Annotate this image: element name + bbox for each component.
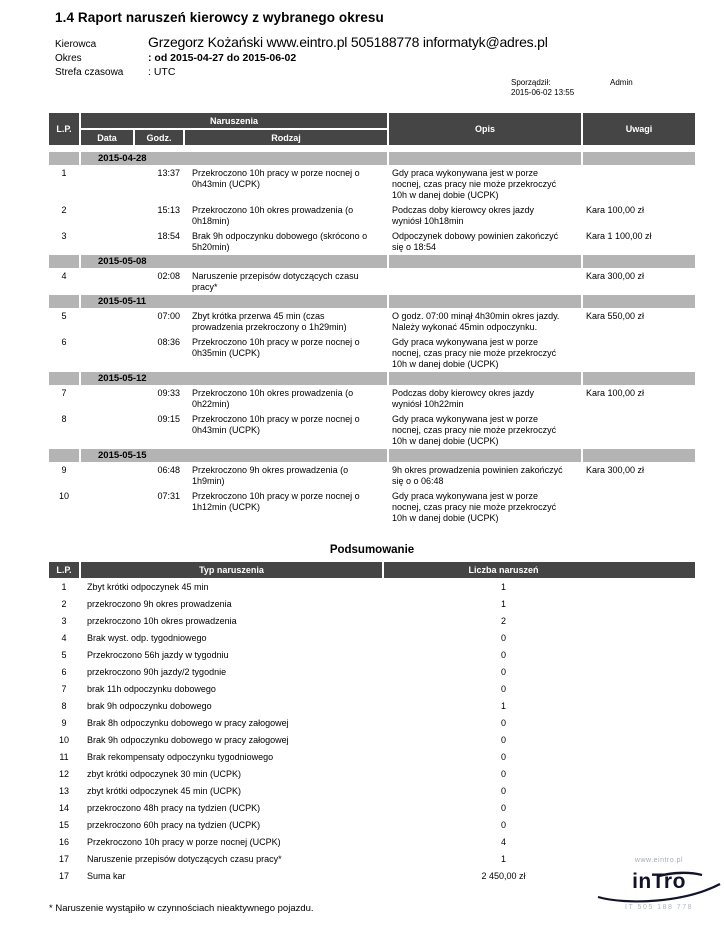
summary-lp: 8 (61, 700, 67, 711)
violation-date-cell (81, 229, 133, 254)
violation-description: Gdy praca wykonywana jest w porze nocnej, czas pracy nie może przekroczyć 10h w danej dobie (UCPK) (392, 337, 557, 369)
summary-row (49, 714, 695, 731)
summary-type: Brak 8h odpoczynku dobowego w pracy załogowej (87, 717, 289, 728)
violation-description: Gdy praca wykonywana jest w porze nocnej, czas pracy nie może przekroczyć 10h w danej dobie (UCPK) (392, 168, 557, 200)
group-remarks-cell (583, 372, 695, 385)
violation-date-cell (81, 166, 133, 202)
summary-row (49, 816, 695, 833)
group-description-cell (389, 295, 581, 308)
summary-row (49, 663, 695, 680)
summary-type: przekroczono 90h jazdy/2 tygodnie (87, 666, 227, 677)
violation-time: 13:37 (157, 168, 180, 178)
violation-date-group-row (49, 295, 695, 308)
violation-description: 9h okres prowadzenia powinien zakończyć się o o 06:48 (392, 465, 563, 486)
violation-row (49, 269, 695, 294)
group-lp-cell (49, 372, 79, 385)
violation-lp: 2 (61, 205, 67, 215)
summary-lp: 17 (58, 870, 69, 881)
timezone-label: Strefa czasowa (55, 67, 124, 78)
summary-lp: 12 (58, 768, 69, 779)
summary-type: Przekroczono 10h pracy w porze nocnej (UCPK) (87, 836, 281, 847)
group-description-cell (389, 152, 581, 165)
logo-name-wrap (596, 864, 722, 906)
summary-count: 1 (500, 598, 506, 609)
summary-count: 0 (500, 666, 506, 677)
group-description-cell (389, 372, 581, 385)
logo-url-text: www.eintro.pl (634, 857, 684, 864)
summary-lp: 4 (61, 632, 67, 643)
violation-remarks (583, 335, 695, 371)
summary-type: zbyt krótki odpoczynek 45 min (UCPK) (87, 785, 242, 796)
violations-table (49, 113, 695, 526)
col-header-naruszenia: Naruszenia (81, 113, 387, 128)
summary-count: 1 (500, 581, 506, 592)
group-lp-cell (49, 152, 79, 165)
group-remarks-cell (583, 255, 695, 268)
group-remarks-cell (583, 295, 695, 308)
summary-count: 0 (500, 819, 506, 830)
group-date: 2015-05-15 (81, 449, 387, 462)
summary-type: Brak 9h odpoczynku dobowego w pracy załogowej (87, 734, 289, 745)
footnote: * Naruszenie wystąpiło w czynnościach nieaktywnego pojazdu. (49, 903, 314, 914)
violation-row (49, 386, 695, 411)
summary-row (49, 595, 695, 612)
summary-type: przekroczono 60h pracy na tydzien (UCPK) (87, 819, 261, 830)
violation-type: Przekroczono 10h okres prowadzenia (o 0h22min) (192, 388, 354, 409)
col-header-rodzaj: Rodzaj (185, 130, 387, 145)
violation-lp: 5 (61, 311, 67, 321)
summary-lp: 6 (61, 666, 67, 677)
summary-col-header-type: Typ naruszenia (81, 562, 382, 578)
summary-count: 2 (500, 615, 506, 626)
summary-lp: 13 (58, 785, 69, 796)
summary-type: brak 9h odpoczynku dobowego (87, 700, 212, 711)
summary-type: przekroczono 9h okres prowadzenia (87, 598, 232, 609)
summary-row (49, 731, 695, 748)
violation-time: 08:36 (157, 337, 180, 347)
summary-section (49, 544, 695, 884)
summary-row (49, 765, 695, 782)
summary-type: Zbyt krótki odpoczynek 45 min (87, 581, 209, 592)
summary-lp: 3 (61, 615, 67, 626)
group-lp-cell (49, 295, 79, 308)
violation-lp: 7 (61, 388, 67, 398)
violation-date-cell (81, 309, 133, 334)
summary-title: Podsumowanie (329, 544, 415, 556)
timezone-line (55, 66, 695, 78)
summary-count: 0 (500, 751, 506, 762)
summary-row (49, 612, 695, 629)
col-header-godz: Godz. (135, 130, 183, 145)
violation-type: Zbyt krótka przerwa 45 min (czas prowadzenia przekroczony o 1h29min) (192, 311, 347, 332)
violation-row (49, 203, 695, 228)
violation-remarks: Kara 300,00 zł (586, 465, 645, 475)
violation-row (49, 489, 695, 525)
group-description-cell (389, 255, 581, 268)
violation-description: Odpoczynek dobowy powinien zakończyć się o 18:54 (392, 231, 559, 252)
summary-lp: 16 (58, 836, 69, 847)
summary-lp: 10 (58, 734, 69, 745)
summary-count: 0 (500, 649, 506, 660)
violation-date-cell (81, 269, 133, 294)
driver-label: Kierowca (55, 39, 97, 50)
summary-row (49, 782, 695, 799)
violation-lp: 8 (61, 414, 67, 424)
violation-lp: 9 (61, 465, 67, 475)
col-header-data: Data (81, 130, 133, 145)
violations-table-header (49, 113, 695, 145)
violation-type: Naruszenie przepisów dotyczących czasu pracy* (192, 271, 359, 292)
violation-date-group-row (49, 449, 695, 462)
violation-description: O godz. 07:00 minął 4h30min okres jazdy. Należy wykonać 45min odpoczynku. (392, 311, 560, 332)
group-date: 2015-05-11 (81, 295, 387, 308)
violation-time: 09:15 (157, 414, 180, 424)
col-header-opis: Opis (389, 113, 581, 145)
summary-row (49, 799, 695, 816)
violation-type: Przekroczono 9h okres prowadzenia (o 1h9min) (192, 465, 349, 486)
violation-date-group-row (49, 152, 695, 165)
summary-table-body (49, 578, 695, 884)
period-value: : od 2015-04-27 do 2015-06-02 (148, 52, 297, 64)
summary-count: 0 (500, 717, 506, 728)
violation-row (49, 309, 695, 334)
logo-phone-text: IT 505 188 778 (625, 904, 693, 911)
summary-row (49, 680, 695, 697)
group-description-cell (389, 449, 581, 462)
prepared-date: 2015-06-02 13:55 (511, 88, 575, 97)
violation-time: 02:08 (157, 271, 180, 281)
violation-description: Podczas doby kierowcy okres jazdy wyniósł 10h22min (392, 388, 535, 409)
violation-date-cell (81, 203, 133, 228)
violation-remarks: Kara 1 100,00 zł (586, 231, 652, 241)
summary-lp: 9 (61, 717, 67, 728)
violation-date-group-row (49, 255, 695, 268)
violation-time: 15:13 (157, 205, 180, 215)
group-remarks-cell (583, 449, 695, 462)
violation-description: Podczas doby kierowcy okres jazdy wyniósł 10h18min (392, 205, 535, 226)
violation-row (49, 412, 695, 448)
summary-row (49, 748, 695, 765)
violation-time: 07:00 (157, 311, 180, 321)
violation-lp: 4 (61, 271, 67, 281)
summary-count: 0 (500, 734, 506, 745)
violation-time: 06:48 (157, 465, 180, 475)
summary-type: przekroczono 48h pracy na tydzien (UCPK) (87, 802, 261, 813)
period-label: Okres (55, 53, 82, 64)
violation-lp: 1 (61, 168, 67, 178)
violation-type: Przekroczono 10h pracy w porze nocnej o 0h35min (UCPK) (192, 337, 360, 358)
violation-date-cell (81, 489, 133, 525)
summary-count: 0 (500, 683, 506, 694)
summary-table-header (49, 562, 695, 578)
violation-row (49, 229, 695, 254)
violation-type: Przekroczono 10h pracy w porze nocnej o 0h43min (UCPK) (192, 414, 360, 435)
violation-type: Przekroczono 10h pracy w porze nocnej o 1h12min (UCPK) (192, 491, 360, 512)
summary-count: 2 450,00 zł (481, 870, 526, 881)
summary-lp: 15 (58, 819, 69, 830)
summary-type: brak 11h odpoczynku dobowego (87, 683, 216, 694)
summary-lp: 17 (58, 853, 69, 864)
violation-remarks: Kara 100,00 zł (586, 205, 645, 215)
violation-date-cell (81, 412, 133, 448)
violation-remarks (583, 489, 695, 525)
violation-remarks: Kara 300,00 zł (586, 271, 645, 281)
group-lp-cell (49, 449, 79, 462)
summary-type: przekroczono 10h okres prowadzenia (87, 615, 237, 626)
logo-name-text: inTro (632, 870, 686, 893)
page-title: 1.4 Raport naruszeń kierowcy z wybranego okresu (55, 10, 384, 25)
violation-time: 09:33 (157, 388, 180, 398)
summary-type: Suma kar (87, 870, 126, 881)
report-header (49, 8, 695, 80)
violation-date-cell (81, 335, 133, 371)
violation-description: Gdy praca wykonywana jest w porze nocnej, czas pracy nie może przekroczyć 10h w danej dobie (UCPK) (392, 491, 557, 523)
violation-row (49, 463, 695, 488)
group-date: 2015-05-12 (81, 372, 387, 385)
violation-description: Gdy praca wykonywana jest w porze nocnej, czas pracy nie może przekroczyć 10h w danej dobie (UCPK) (392, 414, 557, 446)
violation-remarks: Kara 100,00 zł (586, 388, 645, 398)
summary-lp: 11 (59, 751, 69, 762)
summary-count: 1 (500, 700, 506, 711)
prepared-by: Admin (610, 78, 633, 87)
group-date: 2015-05-08 (81, 255, 387, 268)
summary-type: Przekroczono 56h jazdy w tygodniu (87, 649, 229, 660)
summary-count: 0 (500, 802, 506, 813)
violation-row (49, 335, 695, 371)
violation-type: Przekroczono 10h pracy w porze nocnej o 0h43min (UCPK) (192, 168, 360, 189)
violation-lp: 6 (61, 337, 67, 347)
period-line (55, 52, 695, 64)
group-date: 2015-04-28 (81, 152, 387, 165)
summary-col-header-count: Liczba naruszeń (384, 562, 695, 578)
timezone-value: : UTC (148, 66, 176, 78)
summary-type: Naruszenie przepisów dotyczących czasu pracy* (87, 853, 282, 864)
summary-row (49, 697, 695, 714)
summary-type: zbyt krótki odpoczynek 30 min (UCPK) (87, 768, 242, 779)
summary-count: 0 (500, 632, 506, 643)
driver-line (55, 34, 695, 50)
group-remarks-cell (583, 152, 695, 165)
summary-row (49, 629, 695, 646)
col-header-lp: L.P. (49, 113, 79, 145)
violation-type: Przekroczono 10h okres prowadzenia (o 0h18min) (192, 205, 354, 226)
summary-col-header-lp: L.P. (49, 562, 79, 578)
violation-time: 07:31 (157, 491, 180, 501)
summary-row (49, 833, 695, 850)
col-header-uwagi: Uwagi (583, 113, 695, 145)
summary-count: 1 (500, 853, 506, 864)
summary-type: Brak rekompensaty odpoczynku tygodniowego (87, 751, 274, 762)
summary-lp: 2 (61, 598, 67, 609)
violations-table-body (49, 152, 695, 525)
violation-time: 18:54 (157, 231, 180, 241)
driver-value: Grzegorz Kożański www.eintro.pl 505188778 informatyk@adres.pl (148, 34, 548, 50)
summary-lp: 14 (58, 802, 69, 813)
summary-row (49, 578, 695, 595)
prepared-by-block (511, 78, 633, 98)
violation-lp: 3 (61, 231, 67, 241)
group-lp-cell (49, 255, 79, 268)
summary-row (49, 646, 695, 663)
violation-description (389, 269, 581, 294)
summary-count: 0 (500, 785, 506, 796)
violation-lp: 10 (58, 491, 69, 501)
violation-remarks (583, 166, 695, 202)
summary-lp: 7 (61, 683, 67, 694)
violation-remarks (583, 412, 695, 448)
prepared-label: Sporządził: (511, 78, 551, 87)
summary-lp: 5 (61, 649, 67, 660)
intro-logo (596, 857, 722, 911)
violation-type: Brak 9h odpoczynku dobowego (skrócono o 5h20min) (192, 231, 368, 252)
violation-date-cell (81, 463, 133, 488)
summary-count: 4 (500, 836, 506, 847)
violation-date-cell (81, 386, 133, 411)
summary-type: Brak wyst. odp. tygodniowego (87, 632, 207, 643)
summary-count: 0 (500, 768, 506, 779)
violation-row (49, 166, 695, 202)
summary-lp: 1 (61, 581, 67, 592)
violation-remarks: Kara 550,00 zł (586, 311, 645, 321)
violation-date-group-row (49, 372, 695, 385)
